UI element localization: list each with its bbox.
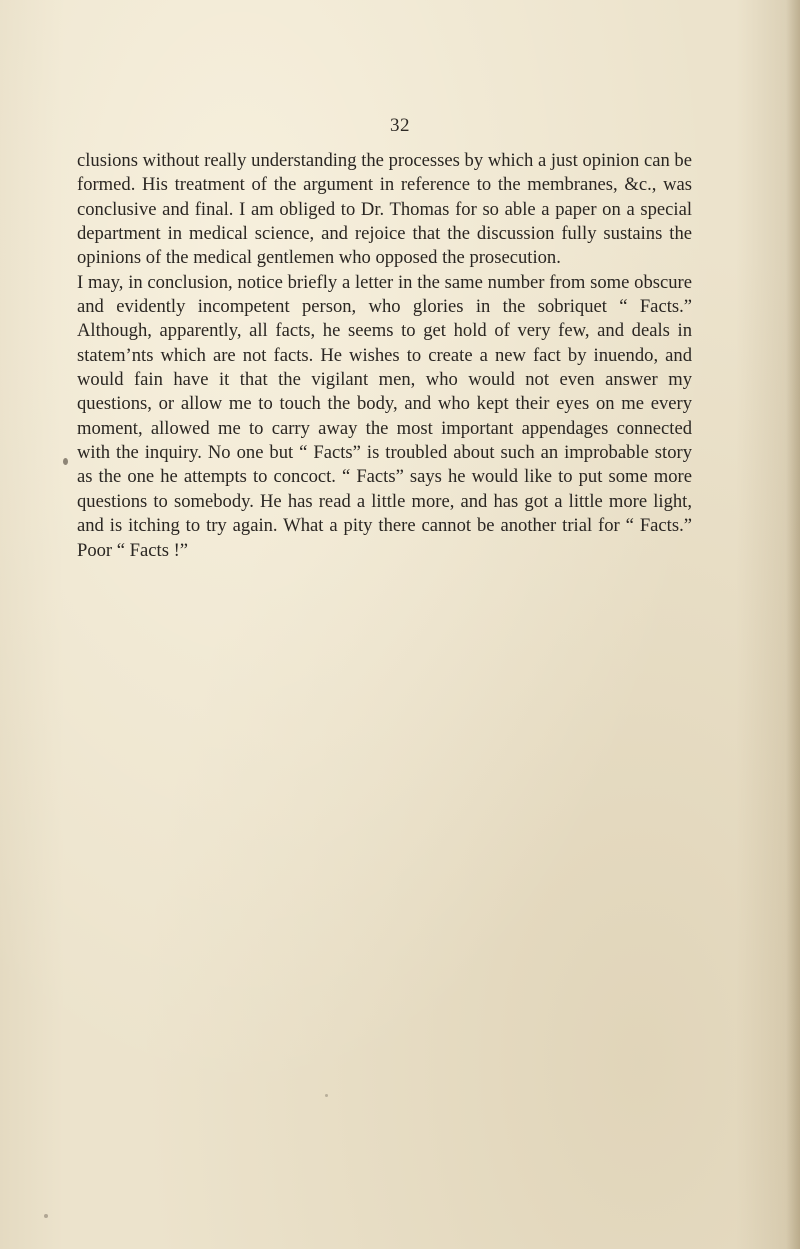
ink-speck [325,1094,328,1097]
ink-speck [44,1214,48,1218]
body-text [77,149,692,563]
paragraph-continued: clusions without really understanding the processes by which a just opinion can be formed. His treatment of the argument in reference to the membranes, &c., was conclusive and final. I am obliged to Dr. Thomas for so able a paper on a special department in medical science, and rejoice that the discussion fully sustains the opinions of the medical gentlemen who opposed the prosecution. [77,150,692,269]
ink-speck [63,458,68,465]
page-edge-shadow [786,0,800,1249]
paragraph-conclusion: I may, in conclusion, notice briefly a letter in the same number from some obscure and evidently incompetent person, who glories in the sobriquet “ Facts.” Although, apparently, all facts, he seems to get hold of very few, and deals in statem’nts which are not facts. He wishes to create a new fact by inuendo, and would fain have it that the vigilant men, who would not even answer my questions, or allow me to touch the body, and who kept their eyes on me every moment, allowed me to carry away the most important appendages connected with the inquiry. No one but “ Facts” is troubled about such an improbable story as the one he attempts to concoct. “ Facts” says he would like to put some more questions to somebody. He has read a little more, and has got a little more light, and is itching to try again. What a pity there cannot be another trial for “ Facts.” Poor “ Facts !” [77,271,692,561]
page-number: 32 [390,115,410,136]
